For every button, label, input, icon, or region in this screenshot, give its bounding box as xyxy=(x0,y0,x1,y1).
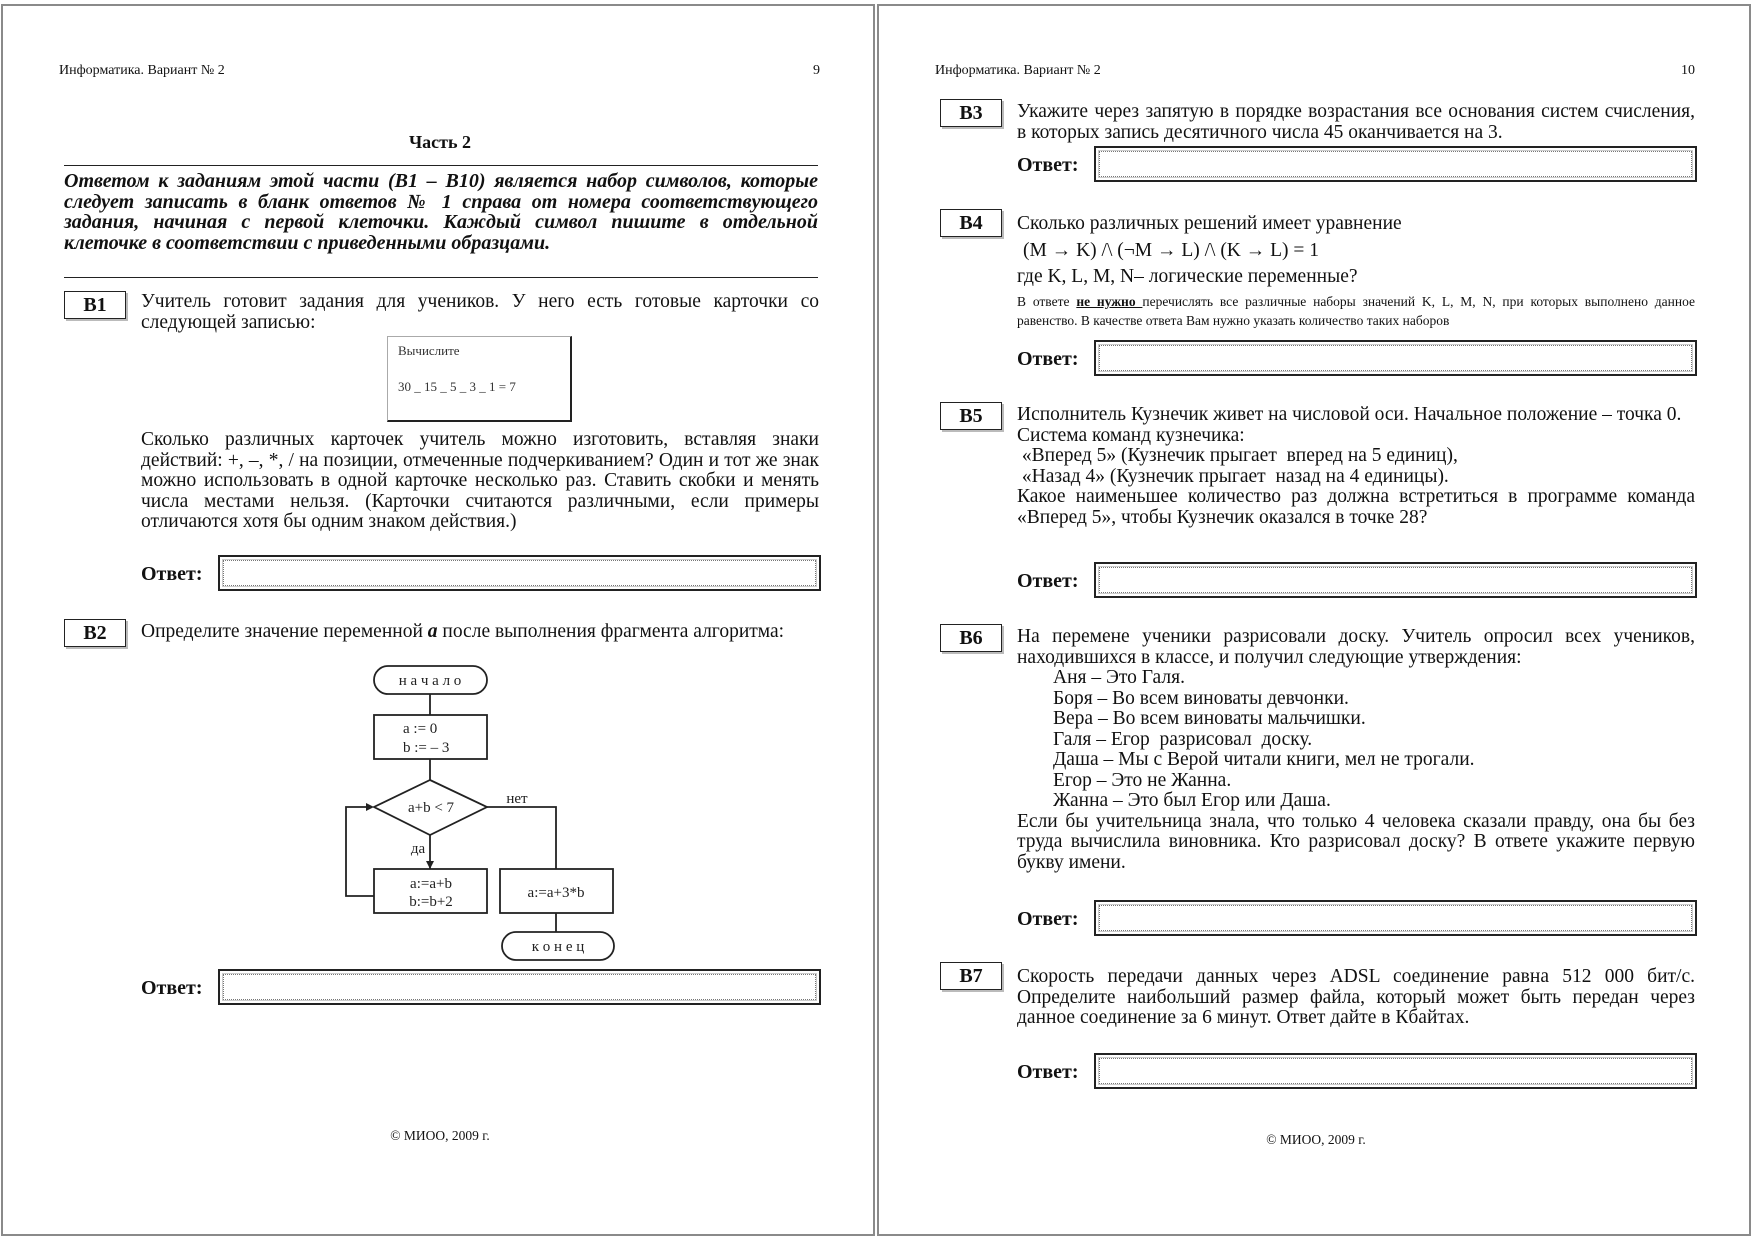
text: Определите значение переменной xyxy=(141,621,428,642)
instructions: Ответом к заданиям этой части (В1 – В10) является набор символов, которые следует записать в бланк ответов № 1 справа от номера соответствующего задания, начиная с первой клеточки. Каждый символ пишите в отдельной клеточке в соответствии с приведенными образцами. xyxy=(64,170,818,254)
footer: © МИОО, 2009 г. xyxy=(1266,1132,1366,1147)
loop-line-2: b:=b+2 xyxy=(409,894,453,910)
answer-row-b7 xyxy=(1017,1053,1697,1089)
answer-label: Ответ: xyxy=(1017,1061,1079,1083)
text: Система команд кузнечика: xyxy=(1017,424,1245,446)
start-label: н а ч а л о xyxy=(398,673,462,689)
question-label-b1: B1 xyxy=(64,291,126,319)
question-label-b7: B7 xyxy=(940,962,1002,990)
question-label-b4: B4 xyxy=(940,209,1002,237)
footer: © МИОО, 2009 г. xyxy=(390,1128,490,1143)
statement: Боря – Во всем виноваты девчонки. xyxy=(1053,687,1349,709)
answer-row-b4 xyxy=(1017,340,1697,376)
end-label: к о н е ц xyxy=(531,939,585,955)
text: перечислять все различные наборы значений K, L, M, N, при которых выполнено данное равенство. В качестве ответа Вам нужно указать количество таких наборов xyxy=(1017,293,1695,328)
condition-label: a+b < 7 xyxy=(407,800,455,816)
answer-row-b6 xyxy=(1017,900,1697,936)
text: В ответе xyxy=(1017,293,1077,309)
answer-label: Ответ: xyxy=(1017,154,1079,176)
question-label-b2: B2 xyxy=(64,619,126,647)
answer-field-b3[interactable] xyxy=(1094,146,1697,182)
page-right xyxy=(877,4,1751,1236)
text: где K, L, M, N– логические переменные? xyxy=(1017,266,1358,287)
question-label-b6: B6 xyxy=(940,624,1002,652)
statement: Жанна – Это был Егор или Даша. xyxy=(1053,790,1331,811)
card-expression: 30 _ 15 _ 5 _ 3 _ 1 = 7 xyxy=(398,379,516,394)
text: Сколько различных решений имеет уравнение xyxy=(1017,213,1402,234)
question-text-b4 xyxy=(1017,214,1695,331)
question-text-b1-body: Сколько различных карточек учитель можно изготовить, вставляя знаки действий: +, –, *, / на позиции, отмеченные подчеркиванием? Один и тот же знак можно использовать в одной карточке несколько раз. Ставить скобки и менять числа местами нельзя. (Карточки считаются различными, если примеры отличаются хотя бы одним знаком действия.) xyxy=(141,429,819,532)
page-header: Информатика. Вариант № 2 xyxy=(59,63,225,78)
answer-field-b2[interactable] xyxy=(218,969,821,1005)
page-number: 10 xyxy=(1681,63,1695,78)
statement: Вера – Во всем виноваты мальчишки. xyxy=(1053,708,1366,729)
variable: a xyxy=(427,621,438,642)
statement: Галя – Егор разрисовал доску. xyxy=(1053,728,1313,750)
page-number: 9 xyxy=(813,63,820,78)
text: Если бы учительница знала, что только 4 человека сказали правду, она бы без труда вычислила виновника. Кто разрисовал доску? В ответе укажите первую букву имени. xyxy=(1017,810,1695,873)
answer-label: Ответ: xyxy=(1017,570,1079,592)
answer-row-b3 xyxy=(1017,146,1697,182)
statement: Егор – Это не Жанна. xyxy=(1053,769,1232,791)
question-text-b1: Учитель готовит задания для учеников. У него есть готовые карточки со следующей записью: xyxy=(141,291,819,333)
answer-field-b4[interactable] xyxy=(1094,340,1697,376)
part-title: Часть 2 xyxy=(408,132,472,152)
command: «Вперед 5» (Кузнечик прыгает вперед на 5 единиц), xyxy=(1017,445,1458,466)
init-line-1: a := 0 xyxy=(403,721,438,737)
question-text-b3: Укажите через запятую в порядке возрастания все основания систем счисления, в которых запись десятичного числа 45 оканчивается на 3. xyxy=(1017,101,1695,143)
question-label-b5: B5 xyxy=(940,402,1002,430)
statement: Даша – Мы с Верой читали книги, мел не трогали. xyxy=(1053,749,1475,770)
init-line-2: b := – 3 xyxy=(403,740,450,756)
question-text-b6 xyxy=(1017,627,1695,873)
card-title: Вычислите xyxy=(398,343,460,358)
answer-label: Ответ: xyxy=(1017,348,1079,370)
question-text-b7: Скорость передачи данных через ADSL соединение равна 512 000 бит/с. Определите наибольший размер файла, который может быть передан через данное соединение за 6 минут. Ответ дайте в Кбайтах. xyxy=(1017,966,1695,1028)
text: Исполнитель Кузнечик живет на числовой оси. Начальное положение – точка 0. xyxy=(1017,404,1682,425)
after-label: a:=a+3*b xyxy=(527,885,585,901)
question-text-b5 xyxy=(1017,405,1695,528)
answer-label: Ответ: xyxy=(141,977,203,999)
text: Какое наименьшее количество раз должна встретиться в программе команда «Вперед 5», чтобы Кузнечик оказался в точке 28? xyxy=(1017,486,1695,528)
equation: (M → K) /\ (¬M → L) /\ (K → L) = 1 xyxy=(1023,239,1320,261)
question-label-b3: B3 xyxy=(940,99,1002,127)
text: после выполнения фрагмента алгоритма: xyxy=(437,621,785,642)
answer-label: Ответ: xyxy=(141,563,203,585)
answer-field-b5[interactable] xyxy=(1094,562,1697,598)
emphasis: не нужно xyxy=(1076,293,1143,309)
statement: Аня – Это Галя. xyxy=(1053,667,1185,688)
flowchart xyxy=(3,6,877,1238)
page-left xyxy=(1,4,875,1236)
loop-line-1: a:=a+b xyxy=(410,876,452,892)
page-header: Информатика. Вариант № 2 xyxy=(935,63,1101,78)
answer-label: Ответ: xyxy=(1017,908,1079,930)
answer-row-b5 xyxy=(1017,562,1697,598)
answer-row-b2 xyxy=(141,969,821,1005)
no-label: нет xyxy=(506,791,528,807)
note xyxy=(1017,292,1695,331)
text: На перемене ученики разрисовали доску. Учитель опросил всех учеников, находившихся в классе, и получил следующие утверждения: xyxy=(1017,626,1695,668)
answer-field-b7[interactable] xyxy=(1094,1053,1697,1089)
command: «Назад 4» (Кузнечик прыгает назад на 4 единицы). xyxy=(1017,465,1449,487)
answer-field-b6[interactable] xyxy=(1094,900,1697,936)
yes-label: да xyxy=(410,841,426,857)
